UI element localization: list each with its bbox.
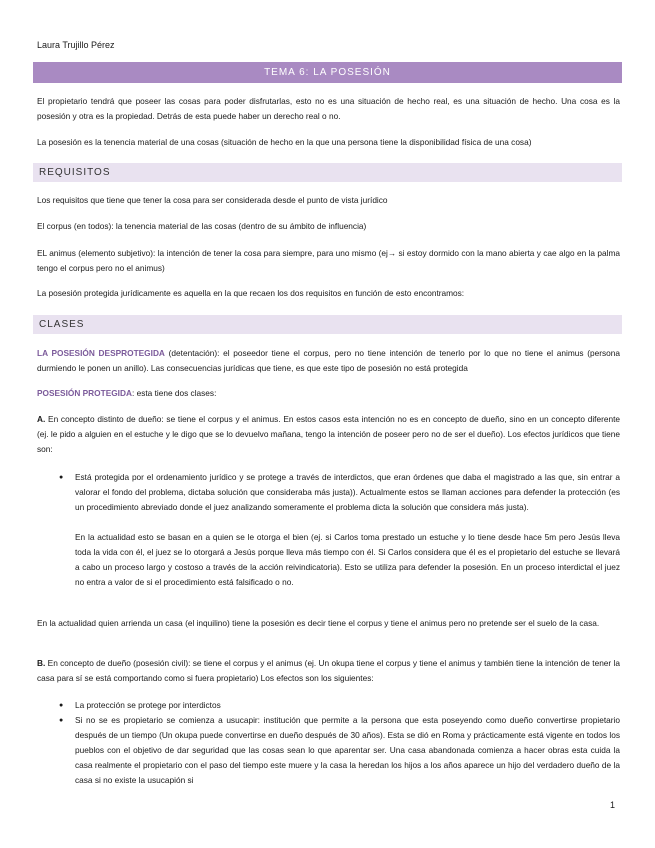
bullet-dot-icon: ● — [59, 717, 64, 724]
intro-paragraph-1: El propietario tendrá que poseer las cosas para poder disfrutarlas, esto no es una situación de hecho real, es una situación de hecho. Una cosa es la posesión y otra es la propiedad. Detrás de esta puede haber un derecho real o no. — [37, 96, 620, 121]
clase-a-bullet-1-continued: En la actualidad esto se basan en a quien se le otorga el bien (ej. si Carlos toma prestado un estuche y lo tiene desde hace 5m pero Jesús lleva toda la vida con él, el juez se lo otorgará a Jesús porque lleva más tiempo con él. Si Carlos considera que él es el propietario del estuche se llevará a cabo un proceso largo y costoso a través de la acción reivindicatoria). Esto se utiliza para defender la posesión. En un proceso interdictal el juez no entra a valor de si el procedimiento está falsificado o no. — [75, 532, 620, 587]
posesion-desprotegida-paragraph — [37, 346, 620, 376]
requisitos-paragraph-3: EL animus (elemento subjetivo): la intención de tener la cosa para siempre, para uno mismo (ej→ si estoy dormido con la mano abierta y cae algo en la palma tengo el corpus pero no el animus) — [37, 248, 620, 273]
clase-b-label: B. — [37, 658, 46, 668]
clase-b-paragraph — [37, 656, 620, 686]
clase-b-bullet-2: Si no se es propietario se comienza a usucapir: institución que permite a la persona que esta poseyendo como dueño convertirse propietario después de un tiempo (Un okupa puede convertirse en dueño después de 30 años). Esta se dió en Roma y prácticamente está vigente en todos los pueblos con el objetivo de dar seguridad que las cosas sean lo que aparentar ser. Una casa abandonada comienza a hacer obras esta cuida la casa realmente el propietario con el paso del tiempo este muere y la casa la heredan los hijos a los años aparece un hijo del verdadero dueño de la casa si no existe la usucapión si — [75, 715, 620, 785]
posesion-protegida-label: POSESIÓN PROTEGIDA — [37, 388, 132, 398]
posesion-desprotegida-label: LA POSESIÓN DESPROTEGIDA — [37, 348, 165, 358]
posesion-protegida-paragraph — [37, 386, 620, 401]
requisitos-paragraph-1: Los requisitos que tiene que tener la cosa para ser considerada desde el punto de vista jurídico — [37, 195, 388, 205]
clase-a-paragraph — [37, 412, 620, 457]
bullet-dot-icon: ● — [59, 474, 64, 481]
clase-a-text: En concepto distinto de dueño: se tiene el corpus y el animus. En estos casos esta intención no es en concepto de dueño, sino en un concepto diferente (ej. le pido a alguien en el estuche y le digo que se lo devuelvo mañana, tengo la intención de poseer pero no de ser el dueño). Los efectos jurídicos que tiene son: — [37, 414, 620, 454]
clase-a-bullet-1: Está protegida por el ordenamiento jurídico y se protege a través de interdictos, que eran órdenes que daba el magistrado a las que, sin entrar a valorar el fondo del problema, dictaba solución que consideraba más justa)). Actualmente estos se llaman acciones para defender la protección (es un procedimiento abreviado donde el juez analizando someramente el problema dicta la solución que considera más justa). — [75, 472, 620, 512]
section-heading-requisitos: REQUISITOS — [33, 163, 622, 182]
clase-b-text: En concepto de dueño (posesión civil): se tiene el corpus y el animus (ej. Un okupa tiene el corpus y tiene el animus y también tiene la intención de tener la casa para sí se está comportando como si fuera propietario) Los efectos son los siguientes: — [37, 658, 620, 683]
posesion-protegida-text: : esta tiene dos clases: — [131, 388, 217, 398]
author-name: Laura Trujillo Pérez — [37, 40, 115, 50]
page-number: 1 — [609, 800, 615, 810]
section-heading-clases: CLASES — [33, 315, 622, 334]
clase-b-bullet-1: La protección se protege por interdictos — [75, 700, 221, 710]
inquilino-paragraph: En la actualidad quien arrienda un casa (el inquilino) tiene la posesión es decir tiene el corpus y tiene el animus pero no pretende ser el suelo de la casa. — [37, 618, 600, 628]
bullet-dot-icon: ● — [59, 702, 64, 709]
page-title: TEMA 6: LA POSESIÓN — [33, 62, 622, 83]
clase-a-label: A. — [37, 414, 46, 424]
requisitos-paragraph-4: La posesión protegida jurídicamente es aquella en la que recaen los dos requisitos en función de esto encontramos: — [37, 288, 465, 298]
requisitos-paragraph-2: El corpus (en todos): la tenencia material de las cosas (dentro de su ámbito de influencia) — [37, 221, 367, 231]
posesion-desprotegida-text: (detentación): el poseedor tiene el corpus, pero no tiene intención de tenerlo por lo que no tiene el animus (persona durmiendo le ponen un anillo). Las consecuencias jurídicas que tiene, es que este tipo de posesión no está protegida — [37, 348, 620, 373]
intro-paragraph-2: La posesión es la tenencia material de una cosas (situación de hecho en la que una persona tiene la disponibilidad física de una cosa) — [37, 137, 532, 147]
